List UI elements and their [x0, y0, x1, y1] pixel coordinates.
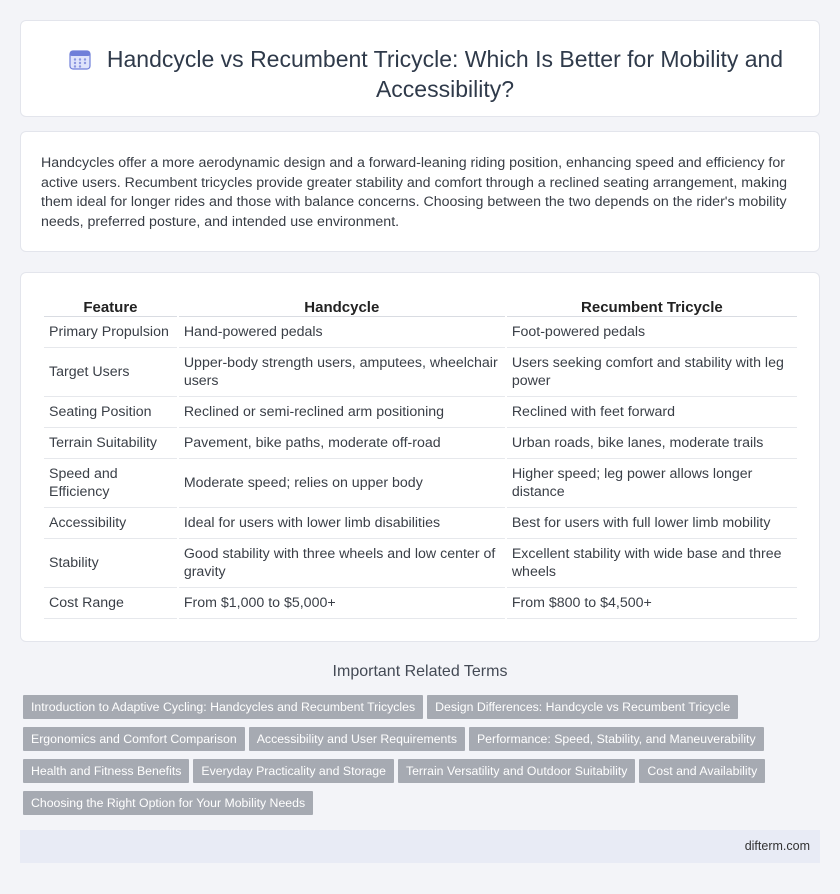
recumbent-cell: From $800 to $4,500+ — [507, 588, 797, 619]
table-row — [44, 459, 797, 508]
related-term-link[interactable]: Everyday Practicality and Storage — [193, 759, 394, 783]
related-term-link[interactable]: Ergonomics and Comfort Comparison — [23, 727, 245, 751]
table-row — [44, 317, 797, 348]
related-term-link[interactable]: Cost and Availability — [639, 759, 765, 783]
handcycle-cell: Good stability with three wheels and low center of gravity — [179, 539, 505, 588]
page-title: Handcycle vs Recumbent Tricycle: Which Is Better for Mobility and Accessibility? — [106, 46, 784, 102]
related-term-link[interactable]: Terrain Versatility and Outdoor Suitability — [398, 759, 635, 783]
recumbent-cell: Urban roads, bike lanes, moderate trails — [507, 428, 797, 459]
intro-card — [20, 131, 820, 252]
header-feature: Feature — [44, 295, 177, 317]
title-card — [20, 20, 820, 117]
recumbent-cell: Excellent stability with wide base and three wheels — [507, 539, 797, 588]
handcycle-cell: Moderate speed; relies on upper body — [179, 459, 505, 508]
recumbent-cell: Reclined with feet forward — [507, 397, 797, 428]
handcycle-cell: Reclined or semi-reclined arm positioning — [179, 397, 505, 428]
footer — [20, 830, 820, 863]
table-row — [44, 508, 797, 539]
table-row — [44, 428, 797, 459]
handcycle-cell: Pavement, bike paths, moderate off-road — [179, 428, 505, 459]
header-handcycle: Handcycle — [179, 295, 505, 317]
related-term-link[interactable]: Choosing the Right Option for Your Mobility Needs — [23, 791, 313, 815]
comparison-table — [42, 295, 799, 619]
recumbent-cell: Users seeking comfort and stability with leg power — [507, 348, 797, 397]
table-row — [44, 588, 797, 619]
table-row — [44, 397, 797, 428]
handcycle-cell: Ideal for users with lower limb disabilities — [179, 508, 505, 539]
feature-cell: Target Users — [44, 348, 177, 397]
related-term-link[interactable]: Health and Fitness Benefits — [23, 759, 189, 783]
feature-cell: Primary Propulsion — [44, 317, 177, 348]
related-term-link[interactable]: Accessibility and User Requirements — [249, 727, 465, 751]
recumbent-cell: Best for users with full lower limb mobility — [507, 508, 797, 539]
feature-cell: Speed and Efficiency — [44, 459, 177, 508]
handcycle-cell: From $1,000 to $5,000+ — [179, 588, 505, 619]
comparison-card — [20, 272, 820, 642]
handcycle-cell: Hand-powered pedals — [179, 317, 505, 348]
related-terms-heading: Important Related Terms — [332, 663, 508, 680]
table-row — [44, 539, 797, 588]
feature-cell: Seating Position — [44, 397, 177, 428]
recumbent-cell: Higher speed; leg power allows longer distance — [507, 459, 797, 508]
header-recumbent-tricycle: Recumbent Tricycle — [507, 295, 797, 317]
feature-cell: Terrain Suitability — [44, 428, 177, 459]
related-term-link[interactable]: Design Differences: Handcycle vs Recumbent Tricycle — [427, 695, 738, 719]
related-term-link[interactable]: Introduction to Adaptive Cycling: Handcycles and Recumbent Tricycles — [23, 695, 423, 719]
related-terms-list — [23, 695, 803, 823]
recumbent-cell: Foot-powered pedals — [507, 317, 797, 348]
feature-cell: Stability — [44, 539, 177, 588]
footer-site-link[interactable]: difterm.com — [744, 839, 810, 853]
table-row — [44, 348, 797, 397]
related-term-link[interactable]: Performance: Speed, Stability, and Maneuverability — [469, 727, 764, 751]
feature-cell: Accessibility — [44, 508, 177, 539]
intro-paragraph: Handcycles offer a more aerodynamic design and a forward-leaning riding position, enhancing speed and efficiency for active users. Recumbent tricycles provide greater stability and comfort through a reclined seating arrangement, making them ideal for longer rides and those with balance concerns. Choosing between the two depends on the rider's mobility needs, preferred posture, and intended use environment. — [41, 155, 787, 230]
handcycle-cell: Upper-body strength users, amputees, wheelchair users — [179, 348, 505, 397]
feature-cell: Cost Range — [44, 588, 177, 619]
table-header-row — [44, 295, 797, 317]
